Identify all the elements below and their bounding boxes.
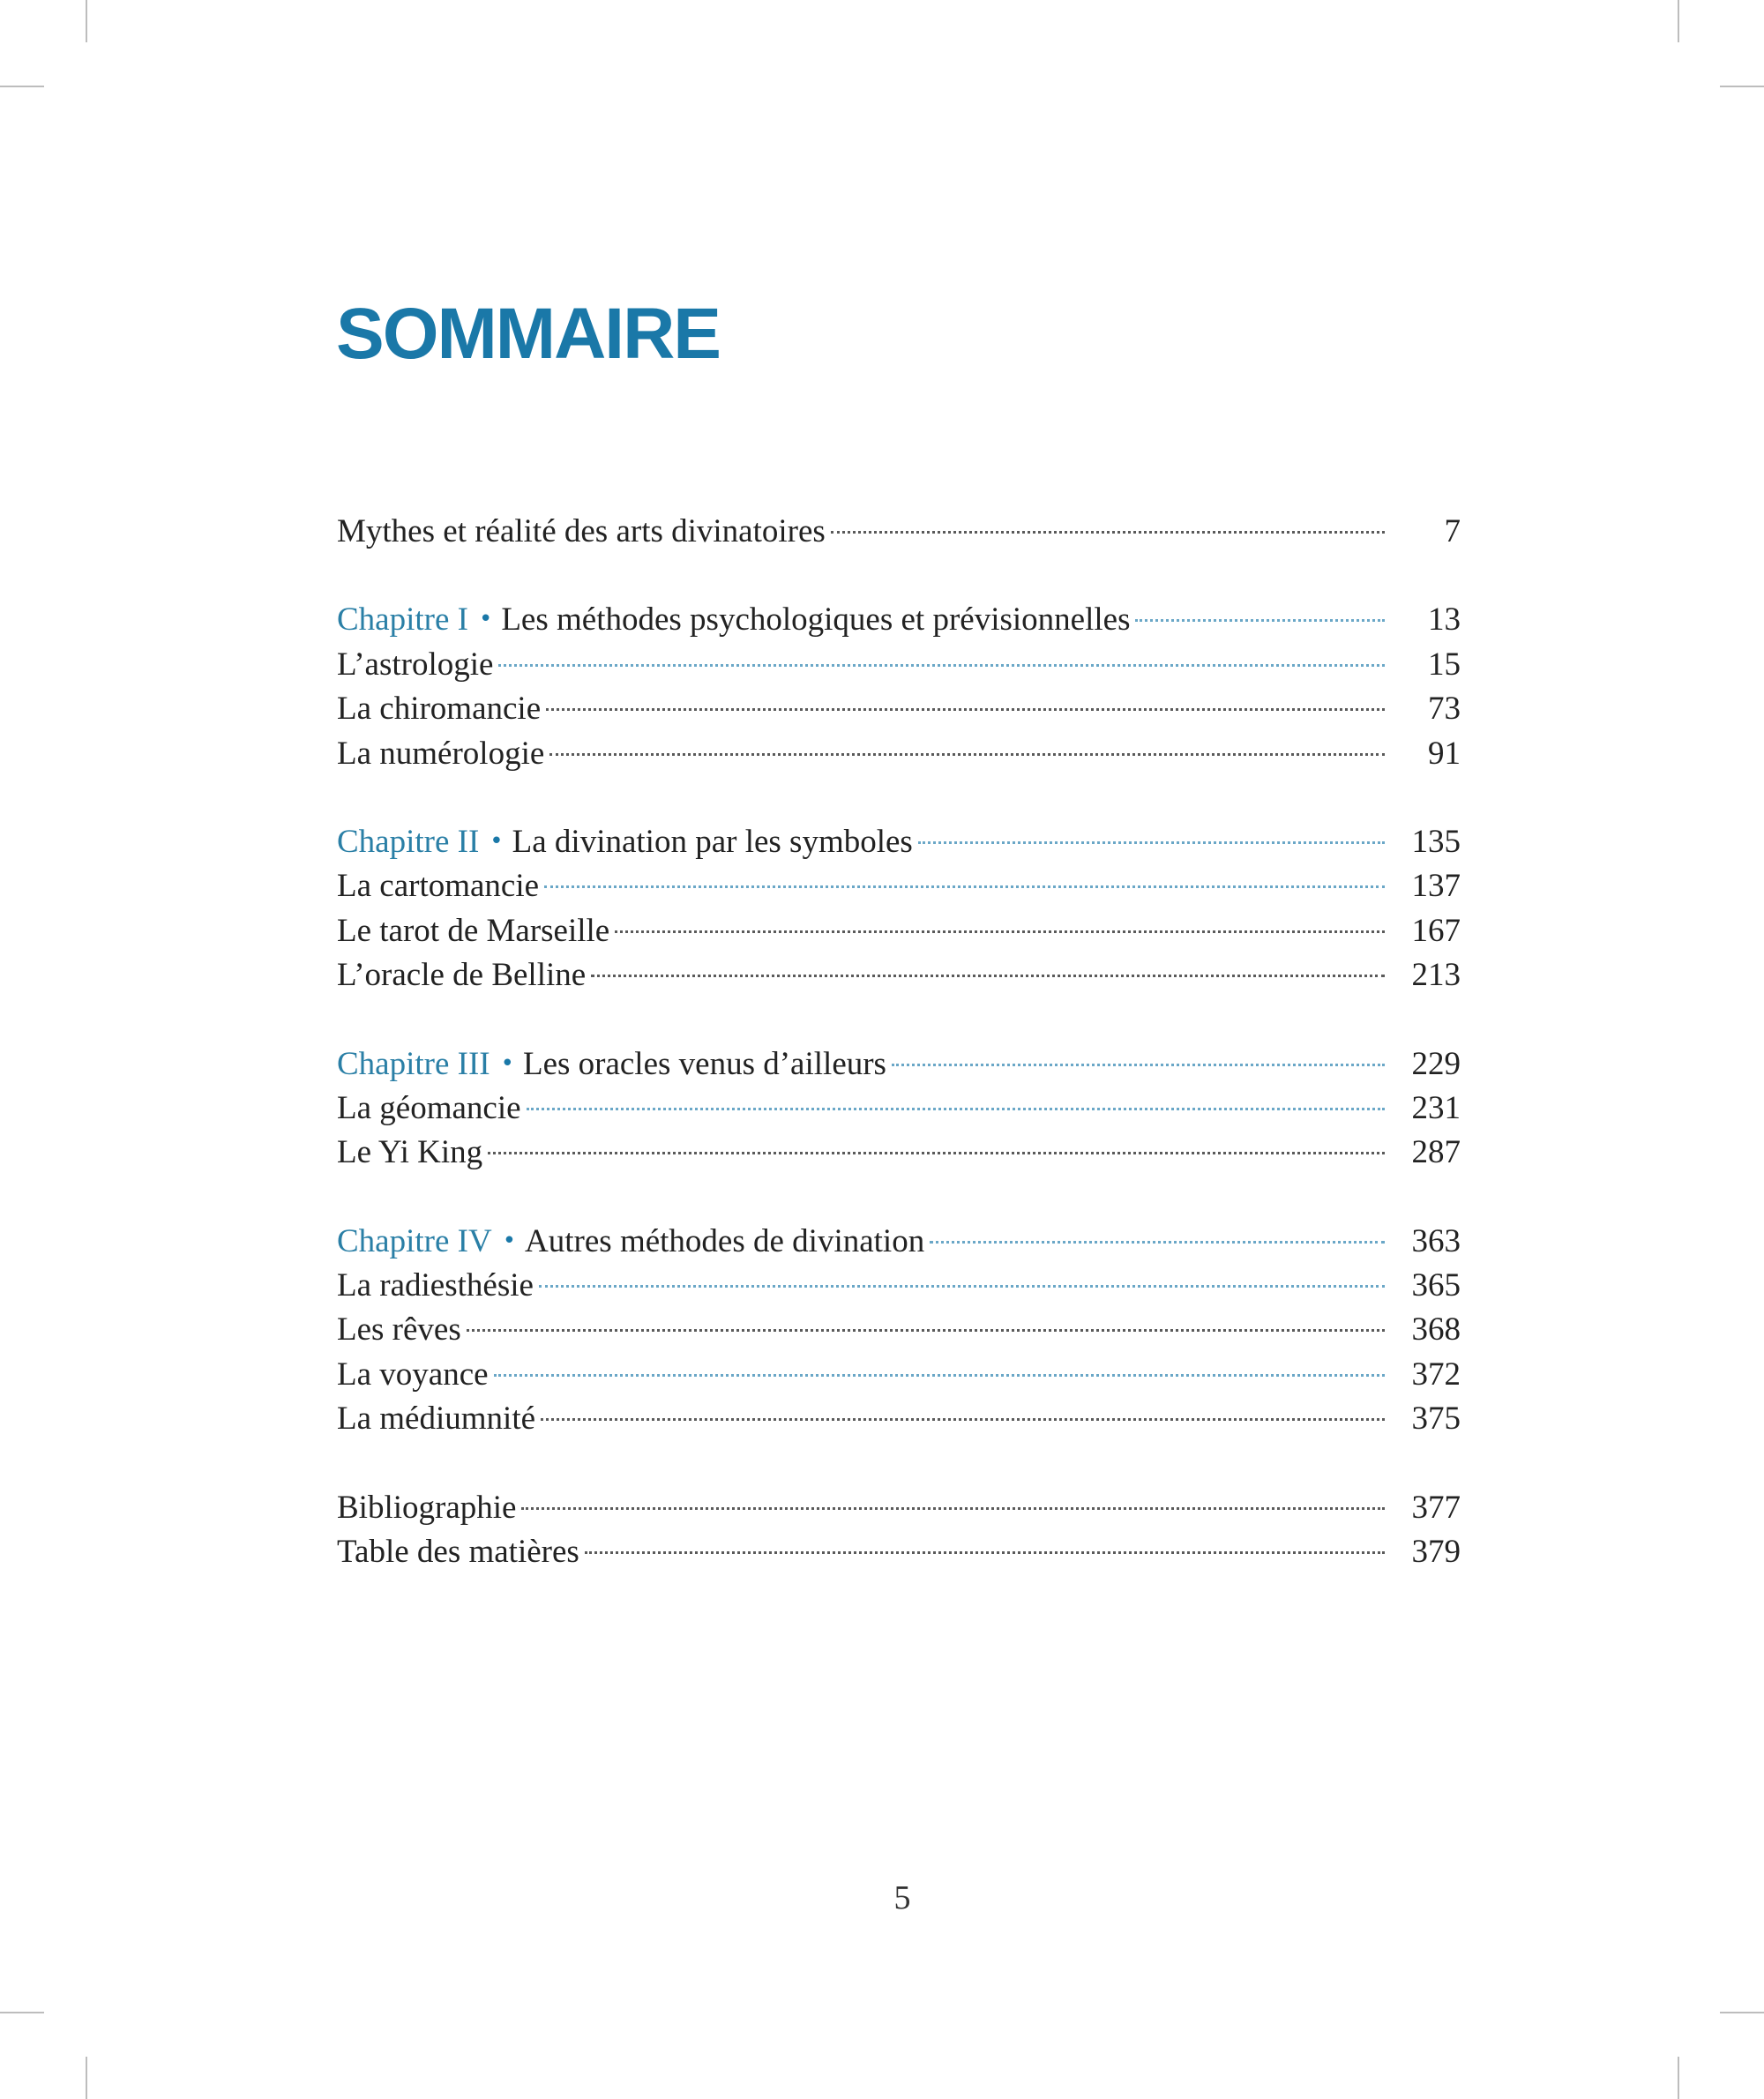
toc-entry[interactable] <box>337 1486 1461 1530</box>
toc-page-number: 231 <box>1411 1089 1461 1126</box>
toc-entry-text: Table des matières <box>337 1534 579 1571</box>
dot-leader <box>527 1106 1385 1110</box>
crop-mark-top-left <box>86 0 87 42</box>
toc-chapter-title-wrap <box>337 1220 930 1266</box>
toc-page-number: 167 <box>1411 912 1461 949</box>
toc-chapter-title-wrap <box>337 1042 892 1089</box>
dot-leader <box>498 662 1385 667</box>
toc-group-intro <box>337 510 1461 554</box>
dot-leader <box>591 973 1385 977</box>
dot-leader <box>1135 617 1385 622</box>
toc-page-number: 377 <box>1411 1489 1461 1526</box>
page-number: 5 <box>893 1879 911 1916</box>
toc-entry-text: La radiesthésie <box>337 1267 534 1304</box>
dot-leader <box>892 1062 1385 1066</box>
toc-entry[interactable] <box>337 1308 1461 1352</box>
toc-page-number: 13 <box>1428 601 1461 639</box>
toc-chapter-heading[interactable] <box>337 598 1461 642</box>
toc-page-number: 375 <box>1411 1401 1461 1438</box>
toc-page-number: 73 <box>1428 691 1461 728</box>
toc-entry-text: La numérologie <box>337 735 545 772</box>
toc-page-number: 213 <box>1411 957 1461 994</box>
chapter-title: Les oracles venus d’ailleurs <box>522 1045 886 1082</box>
toc-page-number: 229 <box>1411 1045 1461 1082</box>
toc-entry-text: La médiumnité <box>337 1401 536 1438</box>
toc-page-number: 15 <box>1428 646 1461 683</box>
toc-entry[interactable] <box>337 1087 1461 1131</box>
toc-entry-text: Les rêves <box>337 1311 461 1348</box>
toc-entry-text: L’oracle de Belline <box>337 957 587 994</box>
chapter-label: Chapitre III <box>337 1045 490 1082</box>
toc-chapter-heading[interactable] <box>337 1042 1461 1087</box>
dot-leader <box>494 1372 1385 1377</box>
toc-entry[interactable] <box>337 1530 1461 1574</box>
bullet-separator: • <box>490 827 504 855</box>
dot-leader <box>521 1505 1385 1510</box>
toc-page-number: 135 <box>1411 823 1461 860</box>
bullet-separator: • <box>478 606 493 633</box>
dot-leader <box>467 1327 1385 1332</box>
chapter-title: La divination par les symboles <box>512 823 913 860</box>
chapter-title: Les méthodes psychologiques et prévisionnelles <box>501 601 1131 639</box>
toc-page-number: 365 <box>1411 1267 1461 1304</box>
toc-page-number: 363 <box>1411 1222 1461 1259</box>
toc-group-chapter-3 <box>337 1042 1461 1176</box>
toc-group-chapter-1 <box>337 598 1461 776</box>
toc-chapter-title-wrap <box>337 598 1135 645</box>
dot-leader <box>488 1150 1385 1154</box>
toc-entry[interactable] <box>337 732 1461 776</box>
dot-leader <box>585 1550 1385 1554</box>
toc-entry-text: Le tarot de Marseille <box>337 912 610 949</box>
toc-page-number: 368 <box>1411 1311 1461 1348</box>
toc-page-number: 372 <box>1411 1356 1461 1393</box>
dot-leader <box>615 929 1385 933</box>
dot-leader <box>930 1239 1385 1244</box>
toc-entry[interactable] <box>337 909 1461 953</box>
toc-entry[interactable] <box>337 953 1461 997</box>
dot-leader <box>831 529 1385 534</box>
toc-entry[interactable] <box>337 643 1461 687</box>
toc-group-chapter-2 <box>337 820 1461 998</box>
table-of-contents <box>337 510 1461 1618</box>
chapter-label: Chapitre IV <box>337 1222 492 1259</box>
page-title: SOMMAIRE <box>336 294 720 374</box>
toc-entry-text: La cartomancie <box>337 868 540 905</box>
dot-leader <box>544 884 1385 888</box>
dot-leader <box>546 706 1385 711</box>
crop-mark-bottom-left-h <box>0 2012 44 2013</box>
crop-mark-top-right <box>1678 0 1679 42</box>
chapter-title: Autres méthodes de divination <box>525 1222 925 1259</box>
toc-entry[interactable] <box>337 1353 1461 1397</box>
toc-entry[interactable] <box>337 687 1461 731</box>
toc-page-number: 287 <box>1411 1134 1461 1171</box>
toc-group-end <box>337 1486 1461 1575</box>
toc-entry-text: Mythes et réalité des arts divinatoires <box>337 513 826 549</box>
toc-entry-text: Bibliographie <box>337 1489 517 1526</box>
toc-page-number: 137 <box>1411 868 1461 905</box>
bullet-separator: • <box>500 1050 514 1077</box>
toc-entry-text: La voyance <box>337 1356 489 1393</box>
toc-chapter-heading[interactable] <box>337 820 1461 864</box>
toc-entry[interactable] <box>337 1264 1461 1308</box>
toc-entry[interactable] <box>337 864 1461 908</box>
toc-entry[interactable] <box>337 1131 1461 1175</box>
toc-chapter-heading[interactable] <box>337 1220 1461 1264</box>
dot-leader <box>541 1416 1385 1421</box>
toc-page-number: 91 <box>1428 735 1461 772</box>
toc-group-chapter-4 <box>337 1220 1461 1442</box>
dot-leader <box>549 751 1385 756</box>
toc-page-number: 7 <box>1444 513 1461 549</box>
toc-entry-text: Le Yi King <box>337 1134 483 1171</box>
crop-mark-top-left-h <box>0 86 44 87</box>
toc-entry-text: La chiromancie <box>337 691 542 728</box>
toc-entry-text: L’astrologie <box>337 646 494 683</box>
toc-entry-intro[interactable] <box>337 510 1461 554</box>
crop-mark-bottom-right <box>1678 2057 1679 2099</box>
crop-mark-bottom-left <box>86 2057 87 2099</box>
dot-leader <box>539 1283 1385 1288</box>
chapter-label: Chapitre I <box>337 601 468 639</box>
toc-entry-text: La géomancie <box>337 1089 521 1126</box>
chapter-label: Chapitre II <box>337 823 480 860</box>
dot-leader <box>918 840 1385 844</box>
toc-entry[interactable] <box>337 1397 1461 1441</box>
toc-chapter-title-wrap <box>337 820 918 867</box>
crop-mark-top-right-h <box>1720 86 1764 87</box>
toc-page-number: 379 <box>1411 1534 1461 1571</box>
bullet-separator: • <box>502 1227 517 1254</box>
crop-mark-bottom-right-h <box>1720 2012 1764 2013</box>
